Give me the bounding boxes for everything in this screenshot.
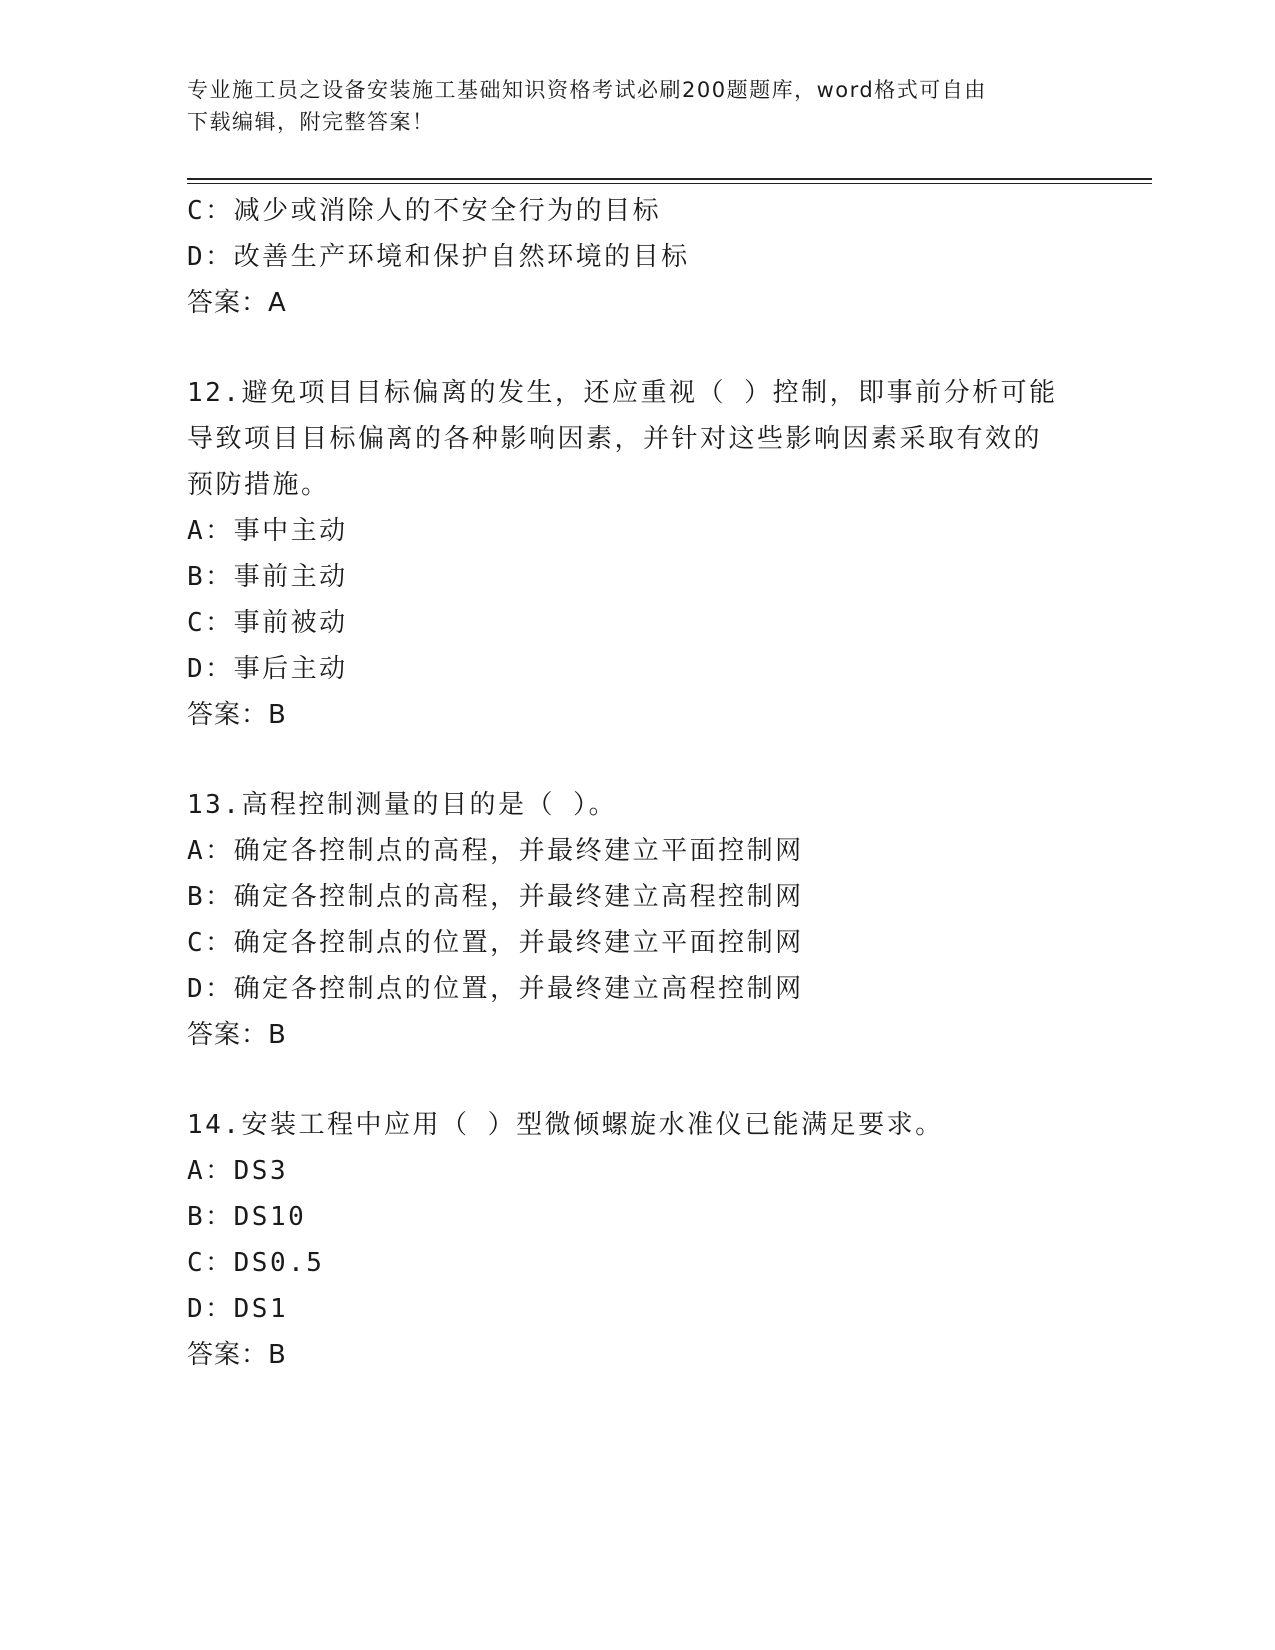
option-c: C：确定各控制点的位置，并最终建立平面控制网 [187,928,804,958]
option-d: D：事后主动 [187,654,348,684]
option-c: C：事前被动 [187,608,348,638]
spacer [187,1058,1087,1102]
option-c: C：DS0.5 [187,1248,325,1278]
question-stem-line: 导致项目目标偏离的各种影响因素，并针对这些影响因素采取有效的 [187,424,1043,454]
option-d: D：确定各控制点的位置，并最终建立高程控制网 [187,974,804,1004]
header-line-2: 下载编辑，附完整答案！ [187,110,435,134]
answer-line: 答案：A [187,288,287,318]
spacer [187,738,1087,782]
question-12 [187,370,1087,738]
option-c: C：减少或消除人的不安全行为的目标 [187,196,662,226]
document-header [187,74,1087,138]
option-a: A：确定各控制点的高程，并最终建立平面控制网 [187,836,804,866]
option-b: B：确定各控制点的高程，并最终建立高程控制网 [187,882,804,912]
question-11-continued [187,188,1087,326]
answer-line: 答案：B [187,1020,287,1050]
header-divider-thin [187,183,1152,184]
question-13 [187,782,1087,1058]
header-line-1: 专业施工员之设备安装施工基础知识资格考试必刷200题题库，word格式可自由 [187,78,987,102]
question-14 [187,1102,1087,1378]
spacer [187,326,1087,370]
question-stem-line: 12.避免项目目标偏离的发生，还应重视（ ）控制，即事前分析可能 [187,378,1058,408]
question-stem-line: 13.高程控制测量的目的是（ ）。 [187,790,618,820]
option-a: A：事中主动 [187,516,348,546]
question-content [187,188,1087,1378]
question-stem-line: 预防措施。 [187,470,330,500]
option-b: B：事前主动 [187,562,348,592]
header-divider-thick [187,178,1152,180]
option-d: D：DS1 [187,1294,289,1324]
answer-line: 答案：B [187,1340,287,1370]
question-stem-line: 14.安装工程中应用（ ）型微倾螺旋水准仪已能满足要求。 [187,1110,944,1140]
option-a: A：DS3 [187,1156,289,1186]
option-b: B：DS10 [187,1202,307,1232]
option-d: D：改善生产环境和保护自然环境的目标 [187,242,690,272]
answer-line: 答案：B [187,700,287,730]
